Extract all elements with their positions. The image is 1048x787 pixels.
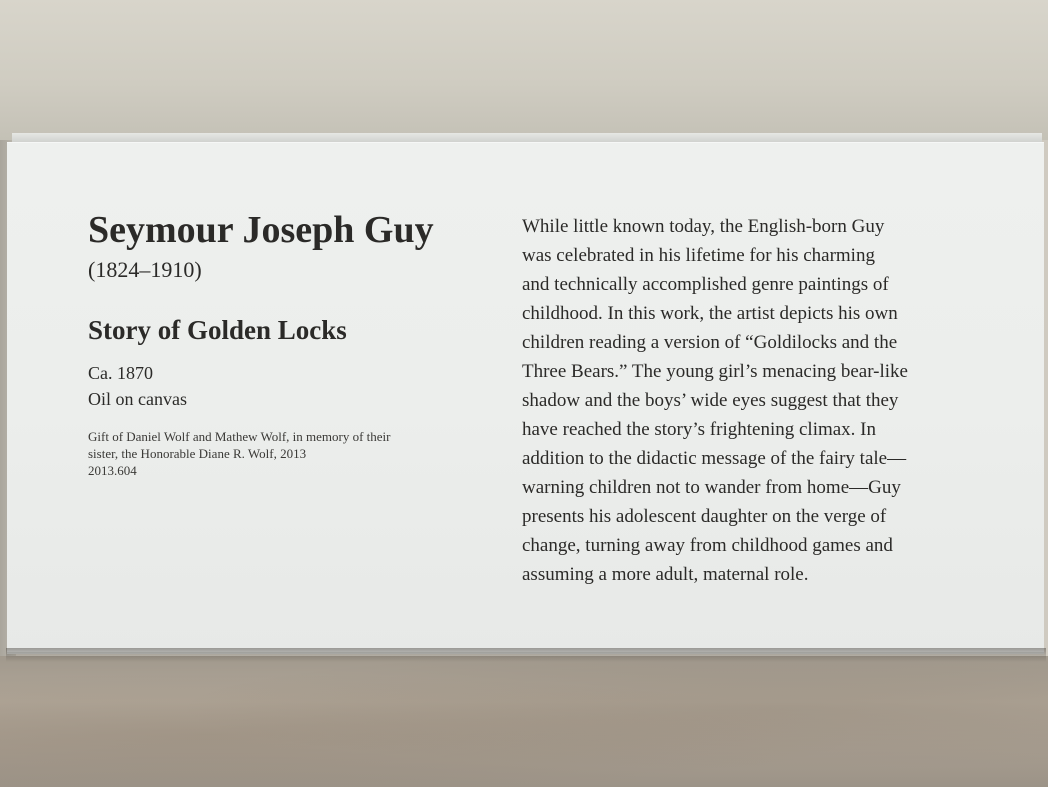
label-description [522,212,982,589]
description-line: While little known today, the English-born Guy [522,216,885,237]
description-line: and technically accomplished genre paintings of [522,274,889,295]
artist-name: Seymour Joseph Guy [88,209,434,251]
gallery-floor [0,656,1048,787]
credit-line: Gift of Daniel Wolf and Mathew Wolf, in memory of their [88,429,391,444]
description-line: Three Bears.” The young girl’s menacing bear-like [522,361,908,382]
credit-line: sister, the Honorable Diane R. Wolf, 2013 [88,446,307,461]
description-line: children reading a version of “Goldilocks and the [522,332,898,353]
accession-number: 2013.604 [88,463,137,478]
label-left-column [88,208,488,479]
artwork-date: Ca. 1870 [88,363,153,383]
description-line: was celebrated in his lifetime for his charming [522,245,875,266]
description-line: presents his adolescent daughter on the verge of [522,506,887,527]
artwork-medium: Oil on canvas [88,389,187,409]
description-line: change, turning away from childhood games and [522,535,893,556]
description-line: warning children not to wander from home—Guy [522,477,901,498]
description-line: have reached the story’s frightening climax. In [522,419,877,440]
description-line: childhood. In this work, the artist depicts his own [522,303,898,324]
gallery-wall [0,0,1048,140]
panel-shadow [6,648,1046,662]
description-line: addition to the didactic message of the fairy tale— [522,448,907,469]
description-line: shadow and the boys’ wide eyes suggest that they [522,390,899,411]
artwork-title: Story of Golden Locks [88,315,347,345]
description-line: assuming a more adult, maternal role. [522,564,809,585]
artist-dates: (1824–1910) [88,257,202,282]
